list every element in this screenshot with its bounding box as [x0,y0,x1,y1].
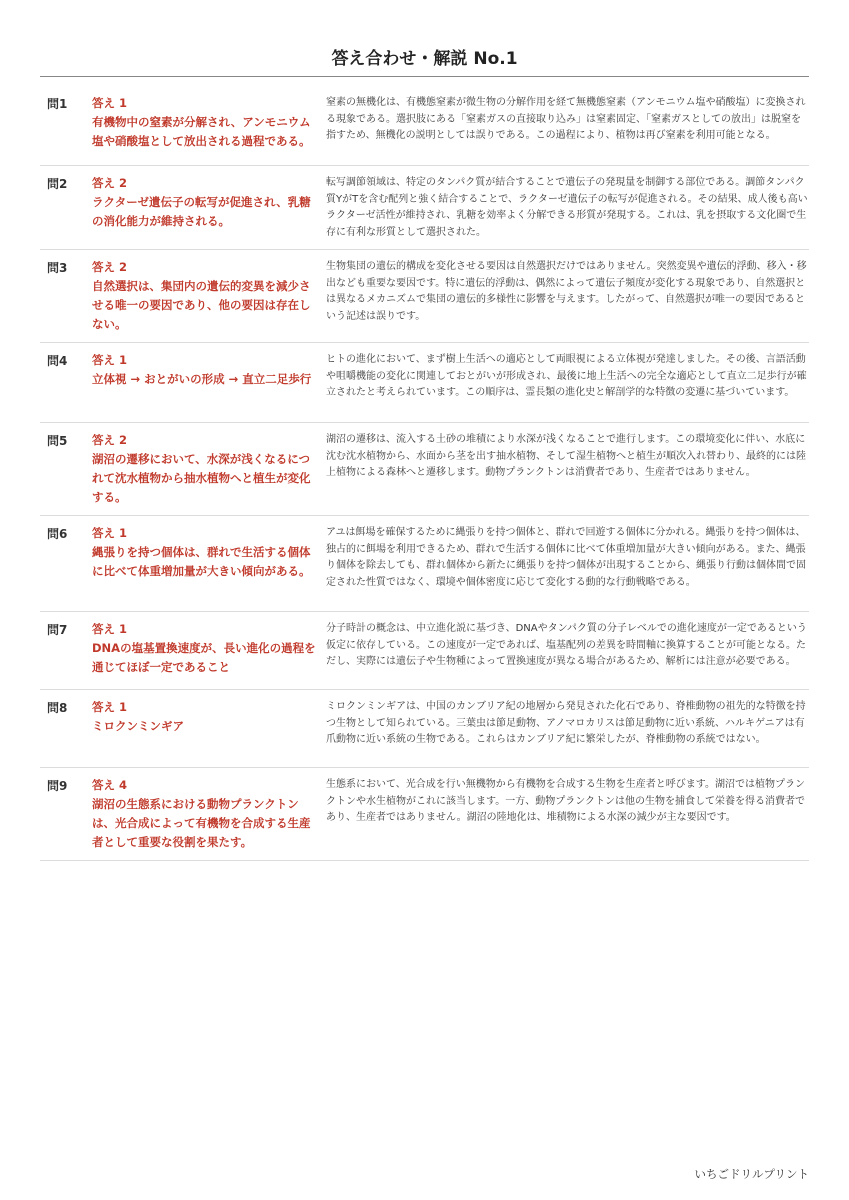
explanation-text: 転写調節領域は、特定のタンパク質が結合することで遺伝子の発現量を制御する部位である。調節タンパク質YがTを含む配列と強く結合することで、ラクターゼ遺伝子の転写が促進される。その結果、成人後も高いラクターゼ活性が維持され、乳糖を効率よく分解できる形質が発現する。これは、乳を摂取する文化圏で生存に有利な形質として選択された。 [326,177,808,238]
answer-list [40,86,809,861]
question-number: 問8 [47,701,68,715]
answer-label: 答え 2 [92,433,128,447]
question-row [40,768,809,861]
question-row [40,343,809,423]
question-number: 問9 [47,779,68,793]
answer-label: 答え 2 [92,176,128,190]
answer-block [92,524,326,581]
answer-block [92,94,326,151]
answer-block [92,174,326,231]
answer-text: 湖沼の遷移において、水深が浅くなるにつれて沈水植物から抽水植物へと植生が変化する。 [92,452,311,504]
question-row [40,612,809,690]
question-number: 問6 [47,527,68,541]
question-row [40,516,809,612]
question-row [40,690,809,768]
answer-label: 答え 1 [92,526,128,540]
question-row [40,423,809,516]
title-divider [40,76,809,77]
answer-text: 縄張りを持つ個体は、群れで生活する個体に比べて体重増加量が大きい傾向がある。 [92,545,311,578]
question-row [40,250,809,343]
answer-text: 立体視 → おとがいの形成 → 直立二足歩行 [92,372,312,386]
answer-text: 有機物中の窒素が分解され、アンモニウム塩や硝酸塩として放出される過程である。 [92,115,311,148]
answer-block [92,620,326,677]
answer-label: 答え 1 [92,622,128,636]
question-number: 問7 [47,623,68,637]
question-row [40,86,809,166]
answer-text: 湖沼の生態系における動物プランクトンは、光合成によって有機物を合成する生産者として重要な役割を果たす。 [92,797,311,849]
answer-text: ラクターゼ遺伝子の転写が促進され、乳糖の消化能力が維持される。 [92,195,311,228]
question-number: 問3 [47,261,68,275]
answer-label: 答え 4 [92,778,128,792]
answer-block [92,776,326,852]
question-number: 問2 [47,177,68,191]
answer-block [92,258,326,334]
explanation-text: 分子時計の概念は、中立進化説に基づき、DNAやタンパク質の分子レベルでの進化速度が一定であるという仮定に依存している。この速度が一定であれば、塩基配列の差異を時間軸に換算することが可能となる。ただし、実際には遺伝子や生物種によって置換速度が異なる場合があるため、解析には注意が必要である。 [326,623,807,667]
answer-text: ミロクンミンギア [92,719,184,733]
explanation-text: 生物集団の遺伝的構成を変化させる要因は自然選択だけではありません。突然変異や遺伝的浮動、移入・移出なども重要な要因です。特に遺伝的浮動は、偶然によって遺伝子頻度が変化する現象であり、自然選択とは異なるメカニズムで集団の遺伝的多様性に影響を与えます。したがって、自然選択が唯一の要因であるという記述は誤りです。 [326,261,807,322]
explanation-text: 窒素の無機化は、有機態窒素が微生物の分解作用を経て無機態窒素（アンモニウム塩や硝酸塩）に変換される現象である。選択肢にある「窒素ガスの直接取り込み」は窒素固定、「窒素ガスとしての放出」は脱窒を指すため、無機化の説明としては誤りである。この過程により、植物は再び窒素を利用可能となる。 [326,97,806,141]
explanation-text: 湖沼の遷移は、流入する土砂の堆積により水深が浅くなることで進行します。この環境変化に伴い、水底に沈む沈水植物から、水面から茎を出す抽水植物、そして湿生植物へと植生が順次入れ替わり、最終的には陸上植物による森林へと遷移します。動物プランクトンは消費者であり、生産者ではありません。 [326,434,806,478]
explanation-text: アユは餌場を確保するために縄張りを持つ個体と、群れで回遊する個体に分かれる。縄張りを持つ個体は、独占的に餌場を利用できるため、群れで生活する個体に比べて体重増加量が大きい傾向がある。また、縄張り個体を除去しても、群れ個体から新たに縄張りを持つ個体が出現することから、縄張り行動は個体間で固定された性質ではなく、環境や個体密度に応じて変化する動的な行動戦略である。 [326,527,806,588]
answer-label: 答え 2 [92,260,128,274]
answer-block [92,431,326,507]
answer-text: 自然選択は、集団内の遺伝的変異を減少させる唯一の要因であり、他の要因は存在しない。 [92,279,311,331]
answer-text: DNAの塩基置換速度が、長い進化の過程を通じてほぼ一定であること [92,641,316,674]
question-number: 問1 [47,97,68,111]
explanation-text: ヒトの進化において、まず樹上生活への適応として両眼視による立体視が発達しました。その後、言語活動や咀嚼機能の変化に関連しておとがいが形成され、最後に地上生活への完全な適応として直立二足歩行が確立されたと考えられています。この順序は、霊長類の進化史と解剖学的な特徴の変遷に基づいています。 [326,354,807,398]
question-number: 問4 [47,354,68,368]
answer-label: 答え 1 [92,96,128,110]
question-number: 問5 [47,434,68,448]
answer-label: 答え 1 [92,700,128,714]
answer-block [92,698,326,736]
question-row [40,166,809,250]
footer-brand: いちごドリルプリント [694,1167,809,1181]
explanation-text: ミロクンミンギアは、中国のカンブリア紀の地層から発見された化石であり、脊椎動物の祖先的な特徴を持つ生物として知られている。三葉虫は節足動物、アノマロカリスは節足動物に近い系統、ハルキゲニアは有爪動物に近い系統の生物である。これらはカンブリア紀に繁栄したが、脊椎動物の系統ではない。 [326,701,806,745]
page-title: 答え合わせ・解説 No.1 [331,49,518,69]
answer-label: 答え 1 [92,353,128,367]
explanation-text: 生態系において、光合成を行い無機物から有機物を合成する生物を生産者と呼びます。湖沼では植物プランクトンや水生植物がこれに該当します。一方、動物プランクトンは他の生物を捕食して栄養を得る消費者であり、生産者ではありません。湖沼の陸地化は、堆積物による水深の減少が主な要因です。 [326,779,805,823]
answer-block [92,351,326,389]
